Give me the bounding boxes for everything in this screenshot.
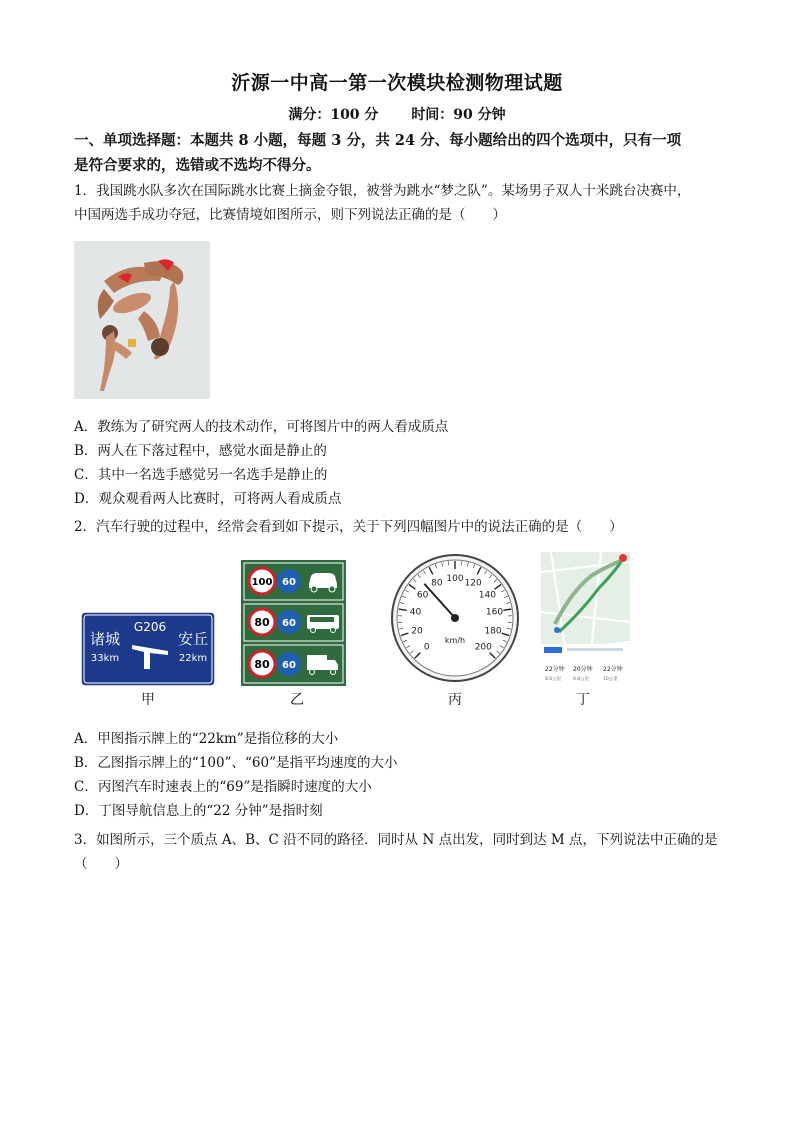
speedometer-label: 180 [484,626,502,637]
speedometer-label: 40 [409,607,422,618]
speedometer-label: 80 [431,578,443,589]
question-2-line1: 2．汽车行驶的过程中，经常会看到如下提示，关于下列四幅图片中的说法正确的是（ ） [74,519,623,535]
question-1-line1: 1．我国跳水队多次在国际跳水比赛上摘金夺银，被誉为跳水“梦之队”。某场男子双人十米跳台决赛中， [74,183,691,199]
section-heading [74,128,734,178]
nav-time-1: 22分钟 [545,666,565,673]
nav-distance-3: 10公里 [603,677,618,682]
speedometer-label: 20 [411,626,423,637]
speedometer-label: 160 [485,607,504,618]
question-3-line2: （ ） [74,856,128,872]
option-2c[interactable]: C．丙图汽车时速表上的“69”是指瞬时速度的大小 [74,779,372,795]
question-3 [74,828,734,876]
option-1a[interactable]: A．教练为了研究两人的技术动作，可将图片中的两人看成质点 [74,419,449,435]
right-distance: 22km [178,653,208,664]
section-heading-line2: 是符合要求的，选错或不选均不得分。 [74,157,321,174]
speedometer-label: 0 [423,642,430,653]
label-ding: 丁 [576,692,590,708]
question-2 [74,515,734,539]
question-1 [74,179,734,227]
speedometer [390,553,520,683]
speedometer-label: 200 [474,642,492,653]
navigation-map [541,552,630,686]
left-city: 诸城 [89,630,121,648]
option-1c[interactable]: C．其中一名选手感觉另一名选手是静止的 [74,467,328,483]
question-3-line1: 3．如图所示，三个质点 A、B、C 沿不同的路径．同时从 N 点出发，同时到达 M 点，下列说法中正确的是 [74,832,718,848]
min-speed-2: 60 [282,618,296,629]
max-speed-3: 80 [254,658,270,671]
option-1d[interactable]: D．观众观看两人比赛时，可将两人看成质点 [74,491,342,507]
nav-distance-2: 9.8公里 [573,677,590,682]
min-speed-1: 60 [282,577,296,588]
speedometer-label: 60 [416,590,429,601]
label-jia: 甲 [141,692,155,708]
full-score: 满分：100 分 [288,107,379,123]
question-2-options [74,727,734,823]
max-speed-1: 100 [251,577,273,588]
max-speed-2: 80 [254,616,270,629]
speedometer-label: 140 [478,590,496,601]
speed-unit: km/h [444,636,466,645]
section-heading-line1: 一、单项选择题：本题共 8 小题，每题 3 分，共 24 分、每小题给出的四个选项中，只有一项 [74,132,682,149]
left-distance: 33km [90,653,120,664]
right-city: 安丘 [177,630,209,648]
label-yi: 乙 [290,692,304,708]
option-2b[interactable]: B．乙图指示牌上的“100”、“60”是指平均速度的大小 [74,755,398,771]
diving-photo [74,241,210,399]
speedometer-label: 120 [464,578,482,589]
road-code: G206 [133,620,167,634]
nav-distance-1: 8.6公里 [545,677,562,682]
label-bing: 丙 [448,692,462,708]
min-speed-3: 60 [282,660,296,671]
page-title: 沂源一中高一第一次模块检测物理试题 [231,72,563,94]
time-limit: 时间：90 分钟 [411,107,506,123]
nav-time-2: 20分钟 [573,666,593,673]
nav-time-3: 22分钟 [603,666,623,673]
option-2d[interactable]: D．丁图导航信息上的“22 分钟”是指时刻 [74,803,323,819]
speedometer-label: 100 [446,574,464,584]
question-1-options [74,415,734,511]
option-1b[interactable]: B．两人在下落过程中，感觉水面是静止的 [74,443,327,459]
exam-meta [0,104,794,124]
question-1-line2: 中国两选手成功夺冠，比赛情境如图所示，则下列说法正确的是（ ） [74,207,506,223]
option-2a[interactable]: A．甲图指示牌上的“22km”是指位移的大小 [74,731,339,747]
direction-sign [80,611,216,687]
speed-limit-board [241,560,346,686]
